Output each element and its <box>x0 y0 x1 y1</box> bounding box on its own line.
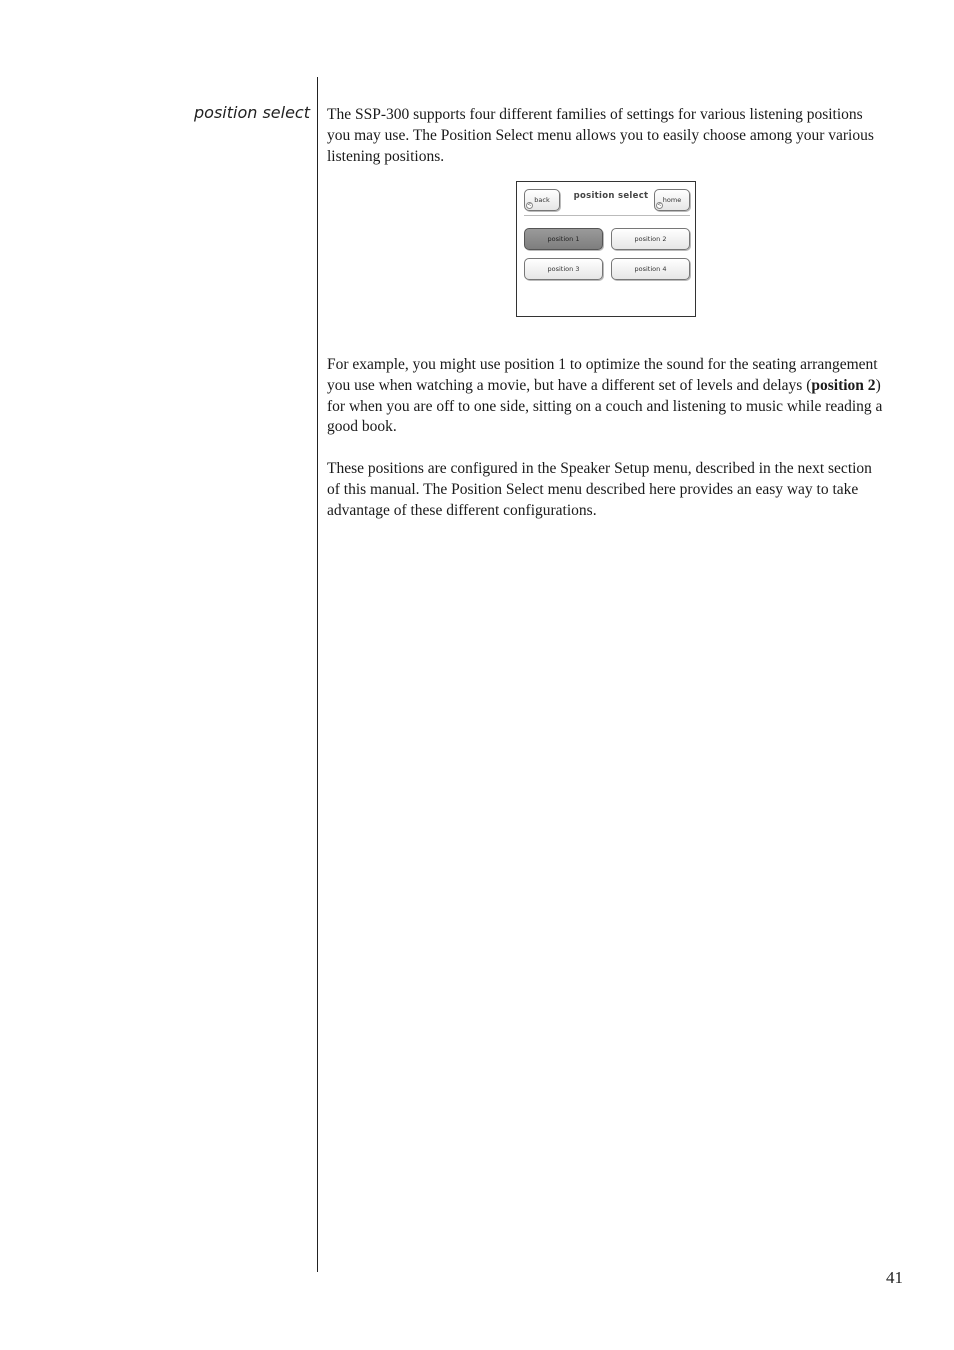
section-heading: position select <box>194 103 310 122</box>
arrow-icon: < <box>657 202 662 208</box>
screen-title: position select <box>573 191 649 201</box>
position-select-screen <box>516 181 696 317</box>
example-text-start: For example, you might use position 1 to optimize the sound for the seating arrangement you use when watching a movie, but have a different set of levels and delays ( <box>327 356 878 394</box>
home-button-label: home <box>662 196 682 204</box>
back-button-label: back <box>534 196 550 204</box>
position-2-label: position 2 <box>634 235 667 243</box>
intro-paragraph: The SSP-300 supports four different families of settings for various listening positions you may use. The Position Select menu allows you to easily choose among your various listening positions. <box>327 106 874 165</box>
example-paragraph <box>327 355 887 438</box>
home-button[interactable] <box>654 189 690 211</box>
column-divider <box>317 77 318 1272</box>
page-number: 41 <box>886 1268 903 1287</box>
example-text-end: ) for when you are off to one side, sitting on a couch and listening to music while reading a good book. <box>327 376 883 436</box>
back-button[interactable] <box>524 189 560 211</box>
position-3-label: position 3 <box>547 265 580 273</box>
header-divider <box>524 215 690 216</box>
example-bold-term: position 2 <box>811 376 876 394</box>
position-3-button[interactable] <box>524 258 603 280</box>
position-1-label: position 1 <box>547 235 580 243</box>
configuration-paragraph: These positions are configured in the Speaker Setup menu, described in the next section of this manual. The Position Select menu described here provides an easy way to take advantage of these different configurations. <box>327 460 872 519</box>
position-1-button[interactable] <box>524 228 603 250</box>
position-4-button[interactable] <box>611 258 690 280</box>
arrow-icon: < <box>527 202 532 208</box>
position-2-button[interactable] <box>611 228 690 250</box>
position-4-label: position 4 <box>634 265 667 273</box>
